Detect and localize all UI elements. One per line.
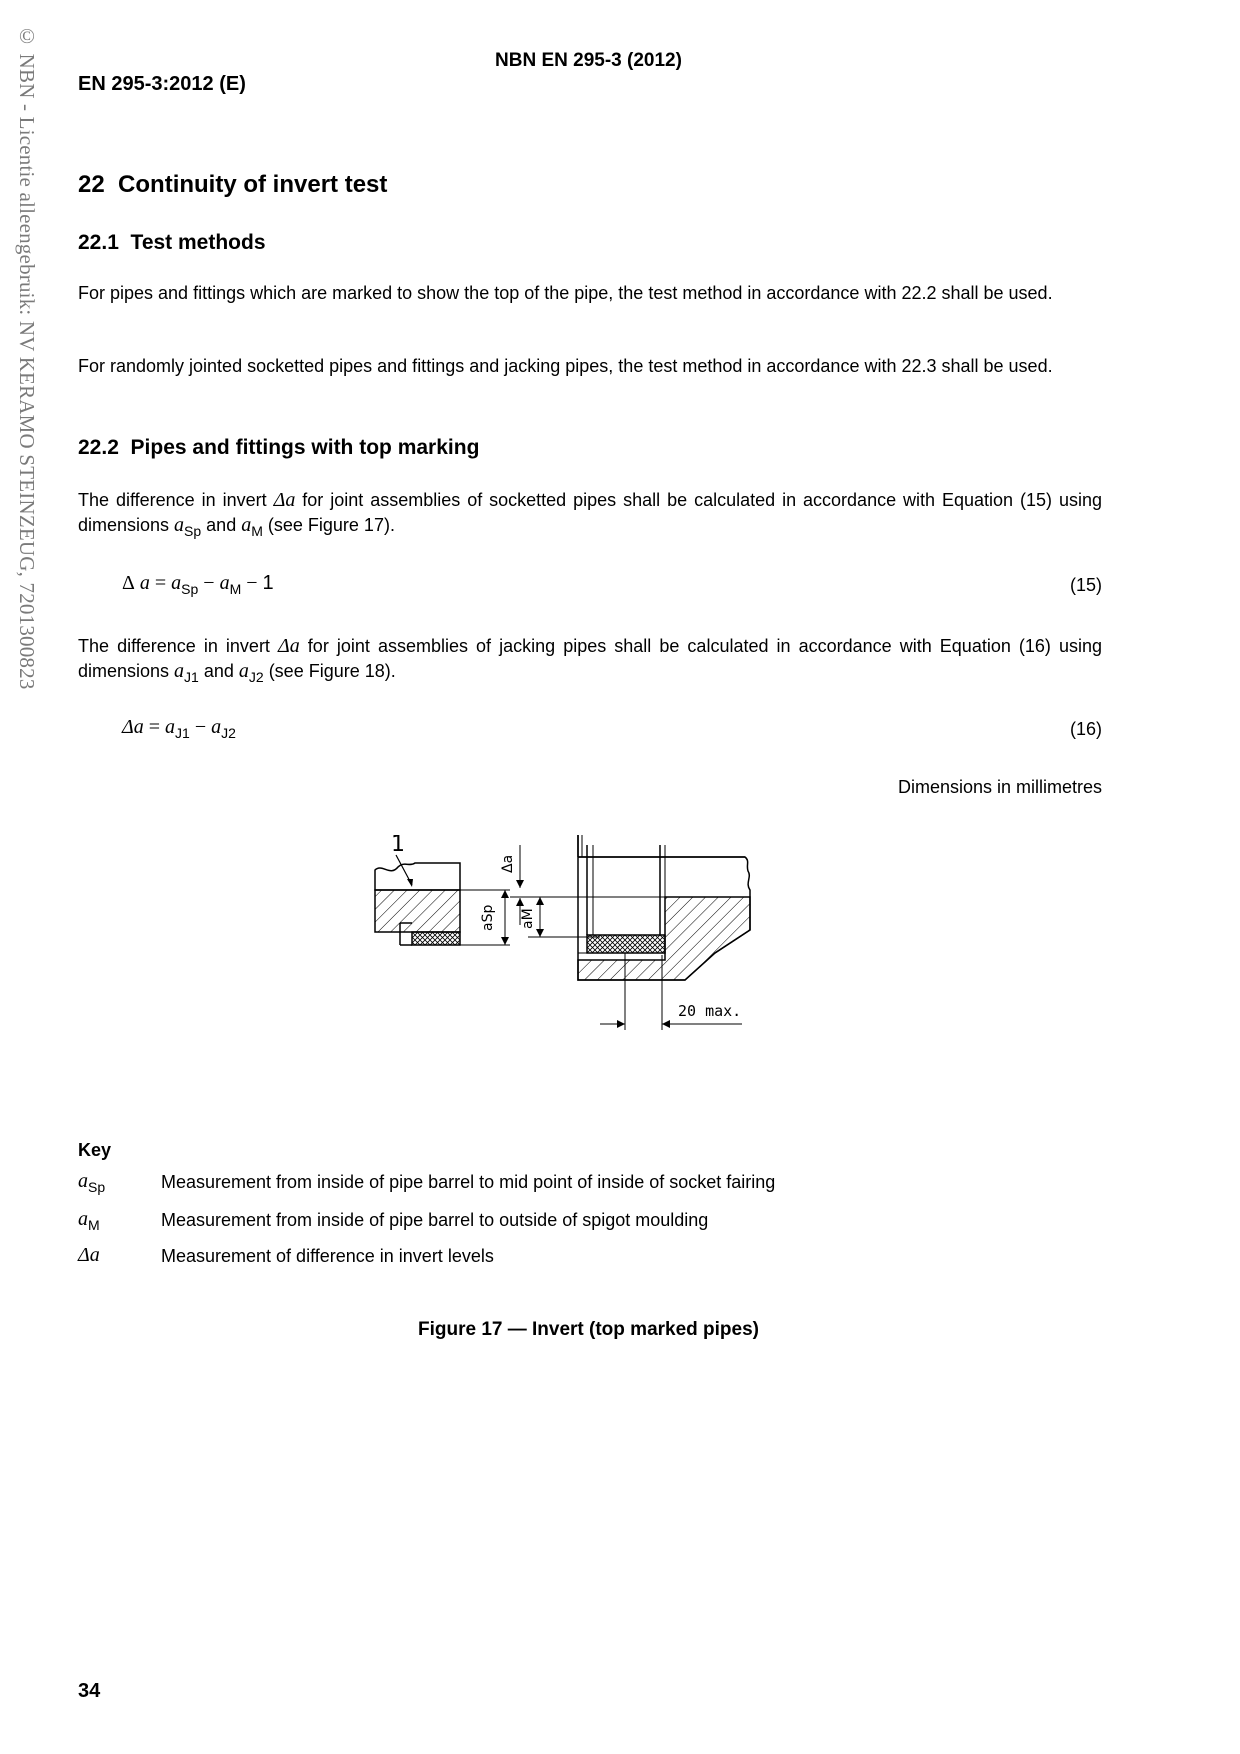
subsection-heading-22-1 <box>78 231 266 255</box>
page-number: 34 <box>78 1680 101 1702</box>
key-symbol-delta-a: Δa <box>78 1244 100 1266</box>
socket-pipe <box>578 835 750 980</box>
copyright-watermark: © NBN - Licentie alleengebruik: NV KERAMO STEINZEUG, 7201300823 <box>15 24 39 690</box>
key-description-am: Measurement from inside of pipe barrel to outside of spigot moulding <box>161 1210 709 1230</box>
header-document-id: EN 295-3:2012 (E) <box>78 73 246 95</box>
key-description-asp: Measurement from inside of pipe barrel to mid point of inside of socket fairing <box>161 1172 776 1192</box>
subsection-number: 22.1 <box>78 231 119 254</box>
equation-15-number: (15) <box>1069 575 1102 595</box>
key-symbol-asp: $a_{Sp}$ <box>78 1170 106 1195</box>
asp-label: aSp <box>480 904 496 931</box>
figure-caption: Figure 17 — Invert (top marked pipes) <box>417 1319 760 1340</box>
subsection-heading-22-2 <box>78 436 479 460</box>
subsection-title: Pipes and fittings with top marking <box>130 436 480 459</box>
subsection-number: 22.2 <box>78 436 119 459</box>
paragraph-test-method-random: For randomly jointed socketted pipes and fittings and jacking pipes, the test method in accordance with 22.3 shall be used. <box>78 356 1053 376</box>
key-title: Key <box>78 1140 112 1160</box>
dimensions-note: Dimensions in millimetres <box>897 777 1102 797</box>
delta-a-label: Δa <box>500 854 516 873</box>
subsection-title: Test methods <box>130 231 266 254</box>
section-title: Continuity of invert test <box>118 171 388 198</box>
equation-16: $\Delta a = a_{J1} - a_{J2}$ <box>122 716 236 741</box>
paragraph-socketted-pipes: The difference in invert Δa for joint assemblies of socketted pipes shall be calculated in accordance with Equation (15) using dimensions $a_{Sp}$ and $a_M$ (see Figure 17). <box>78 489 1102 539</box>
figure-17-drawing <box>360 835 850 1085</box>
header-standard-ref: NBN EN 295-3 (2012) <box>495 50 682 71</box>
max-20-label: 20 max. <box>678 1002 742 1020</box>
equation-16-number: (16) <box>1069 719 1102 739</box>
key-symbol-am: $a_M$ <box>78 1208 100 1233</box>
am-dimension <box>520 897 600 937</box>
section-number: 22 <box>78 171 105 198</box>
equation-15: Δ $a = a_{Sp} - a_M - 1$ <box>122 572 274 597</box>
am-label: aM <box>520 908 536 929</box>
key-description-delta-a: Measurement of difference in invert levels <box>161 1246 494 1266</box>
section-heading <box>78 171 387 199</box>
callout-1-label: 1 <box>391 835 405 857</box>
paragraph-test-method-top-marked: For pipes and fittings which are marked to show the top of the pipe, the test method in accordance with 22.2 shall be used. <box>78 283 1053 303</box>
paragraph-jacking-pipes: The difference in invert Δa for joint assemblies of jacking pipes shall be calculated in accordance with Equation (16) using dimensions $a_{J1}$ and $a_{J2}$ (see Figure 18). <box>78 635 1102 685</box>
asp-dimension <box>455 890 510 945</box>
spigot-pipe <box>375 863 460 945</box>
